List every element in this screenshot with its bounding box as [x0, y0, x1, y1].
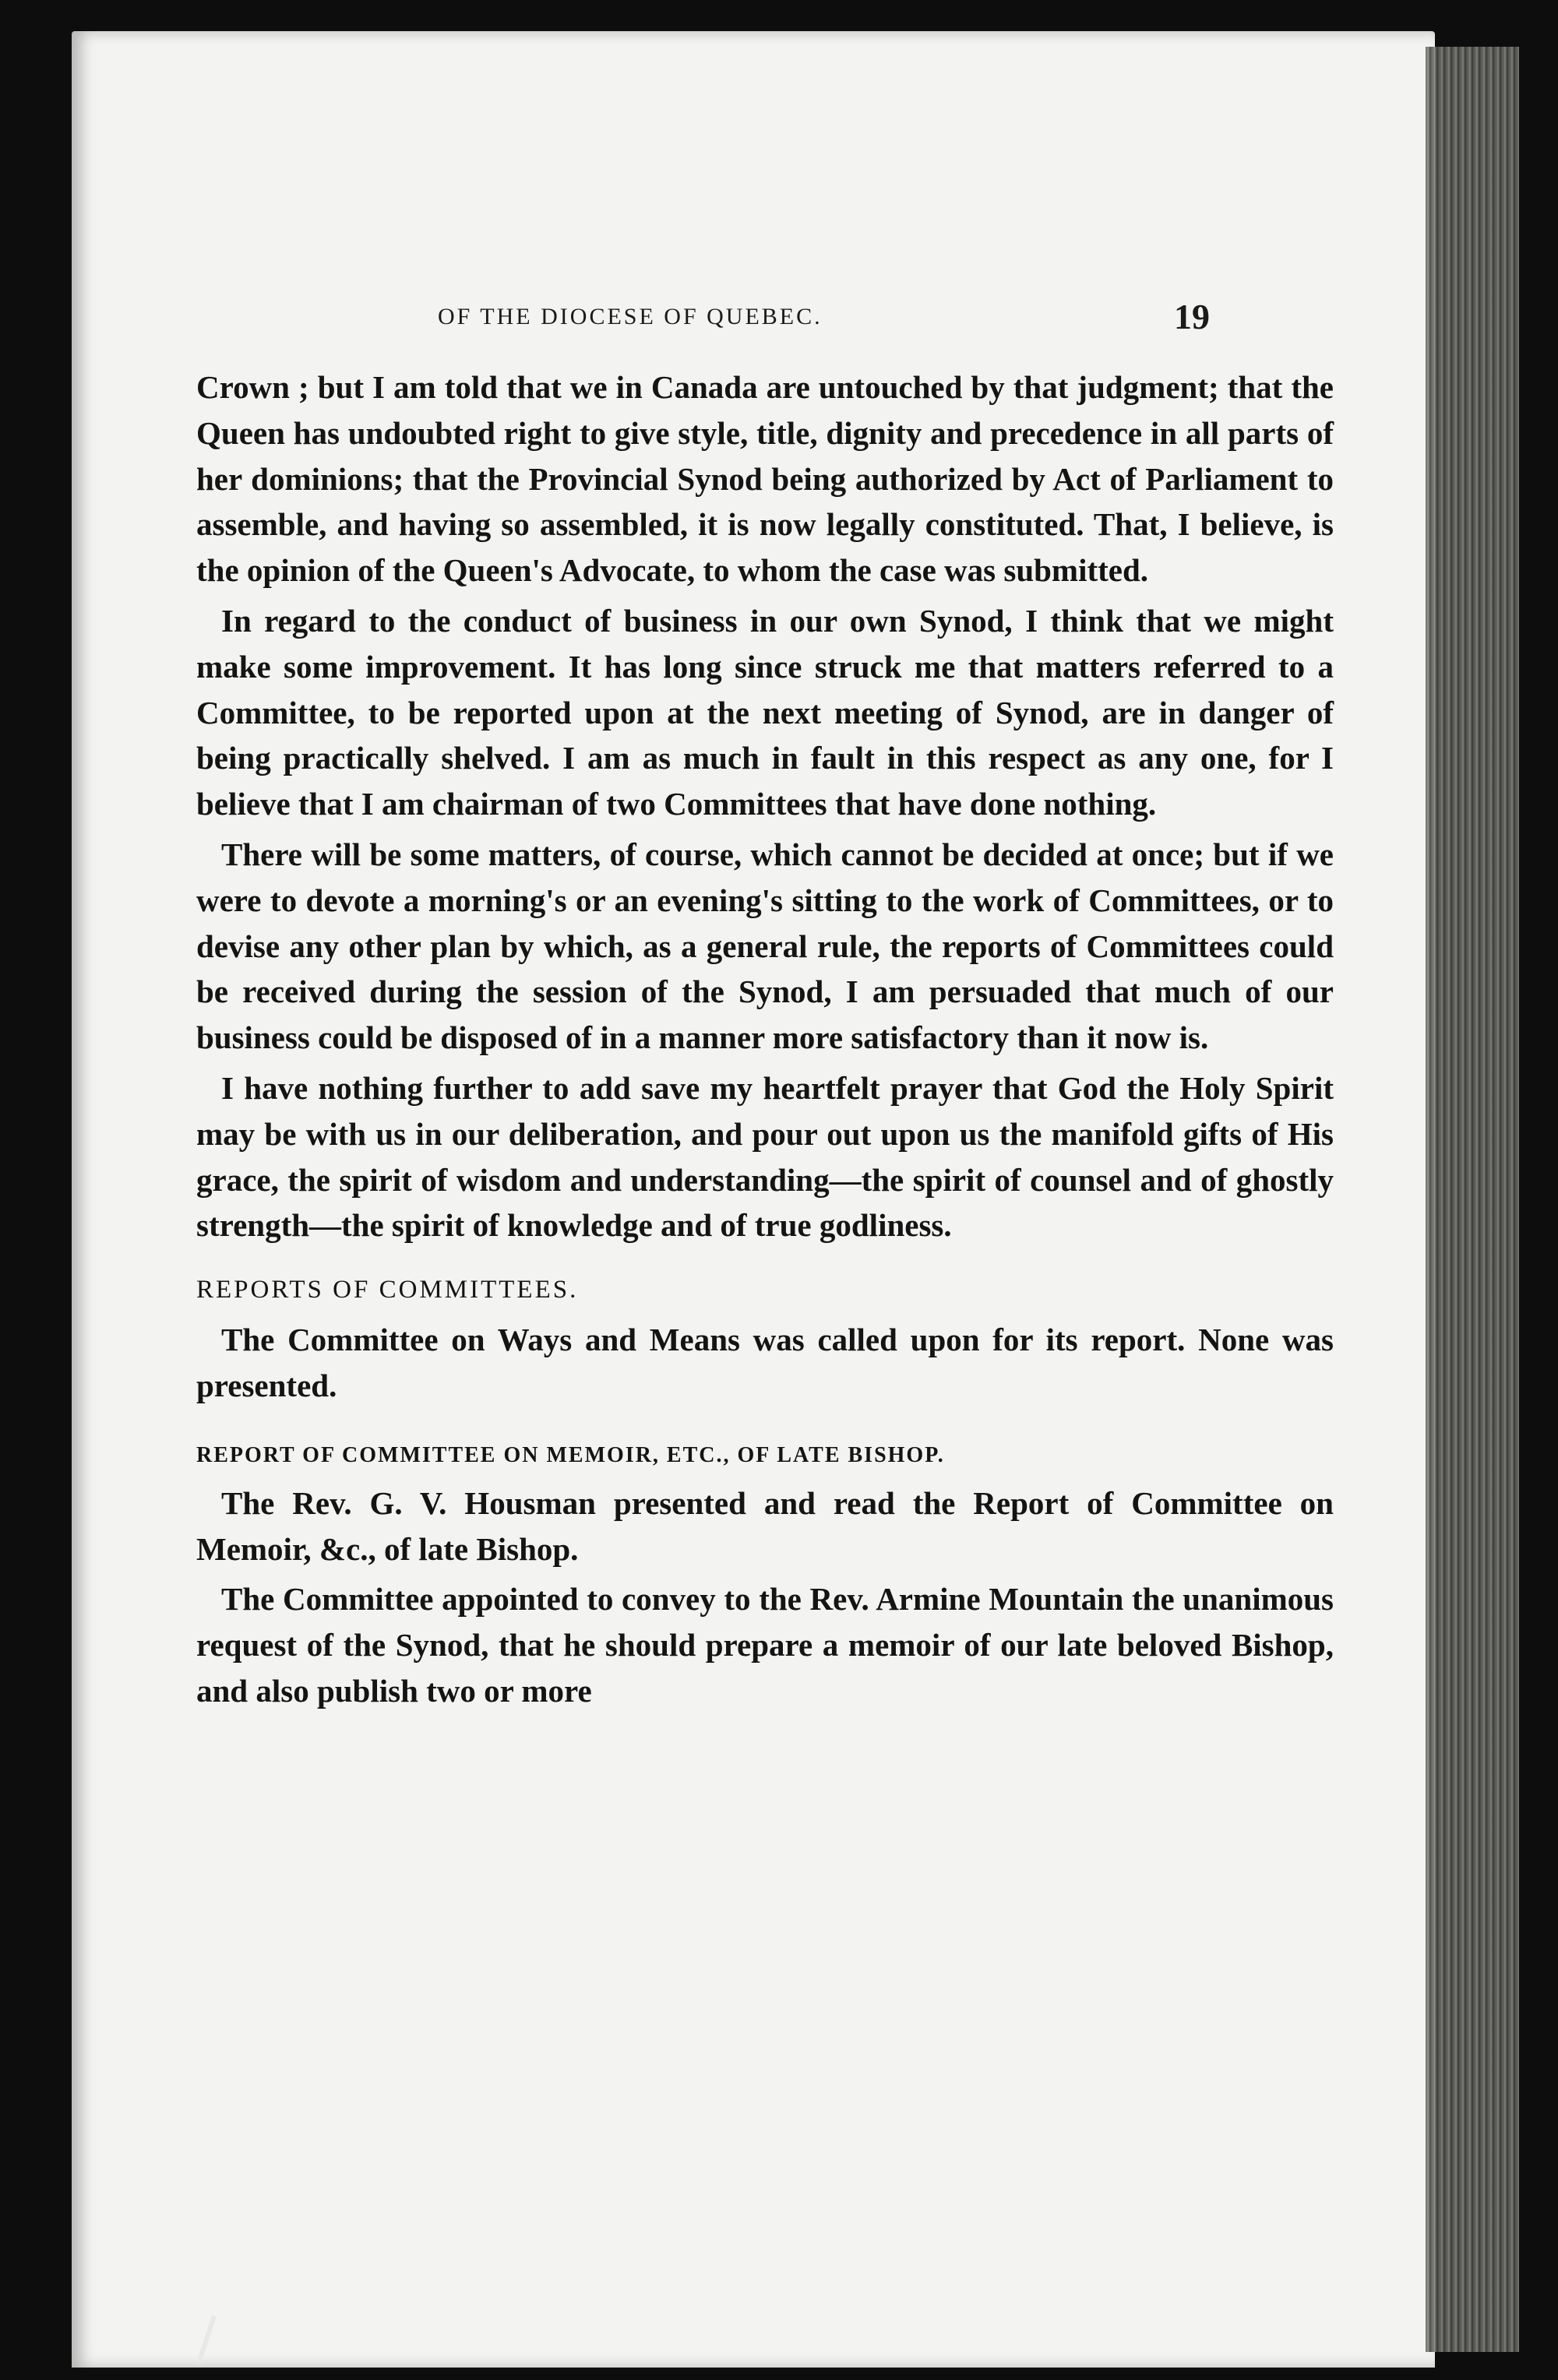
page-number: 19: [1174, 297, 1210, 336]
running-head: OF THE DIOCESE OF QUEBEC.: [438, 304, 823, 329]
paragraph-closing-prayer: I have nothing further to add save my heartfelt prayer that God the Holy Spirit may be with us in our deliberation, and pour out upon us the manifold gifts of His grace, the spirit of wisdom and understanding—the spirit of counsel and of ghostly strength—the spirit of knowledge and of true godliness.: [196, 1069, 1334, 1244]
paragraph-housman-report: The Rev. G. V. Housman presented and read the Report of Committee on Memoir, &c., of late Bishop.: [196, 1484, 1334, 1567]
memoir-report-heading: REPORT OF COMMITTEE ON MEMOIR, ETC., OF LATE BISHOP.: [196, 1442, 945, 1467]
paragraph-committees: There will be some matters, of course, which cannot be decided at once; but if we were to devote a morning's or an evening's sitting to the work of Committees, or to devise any other plan by which, as a general rule, the reports of Committees could be received during the session of the Synod, I am persuaded that much of our business could be disposed of in a manner more satisfactory than it now is.: [196, 836, 1334, 1056]
page-edges: [1426, 47, 1519, 2352]
body-text: [196, 364, 1334, 1714]
page-header: [72, 296, 1435, 343]
book-page: [72, 31, 1435, 2368]
reports-of-committees-heading: REPORTS OF COMMITTEES.: [196, 1276, 579, 1304]
paragraph-crown: Crown ; but I am told that we in Canada are untouched by that judgment; that the Queen has undoubted right to give style, title, dignity and precedence in all parts of her dominions; that the Provincial Synod being authorized by Act of Parliament to assemble, and having so assembled, it is now legally constituted. That, I believe, is the opinion of the Queen's Advocate, to whom the case was submitted.: [196, 369, 1334, 589]
paragraph-ways-and-means: The Committee on Ways and Means was called upon for its report. None was presented.: [196, 1322, 1334, 1403]
paragraph-armine-mountain: The Committee appointed to convey to the Rev. Armine Mountain the unanimous request of the Synod, that he should prepare a memoir of our late beloved Bishop, and also publish two or more: [196, 1581, 1334, 1709]
paragraph-conduct-of-business: In regard to the conduct of business in our own Synod, I think that we might make some improvement. It has long since struck me that matters referred to a Committee, to be reported upon at the next meeting of Synod, are in danger of being practically shelved. I am as much in fault in this respect as any one, for I believe that I am chairman of two Committees that have done nothing.: [196, 602, 1334, 822]
